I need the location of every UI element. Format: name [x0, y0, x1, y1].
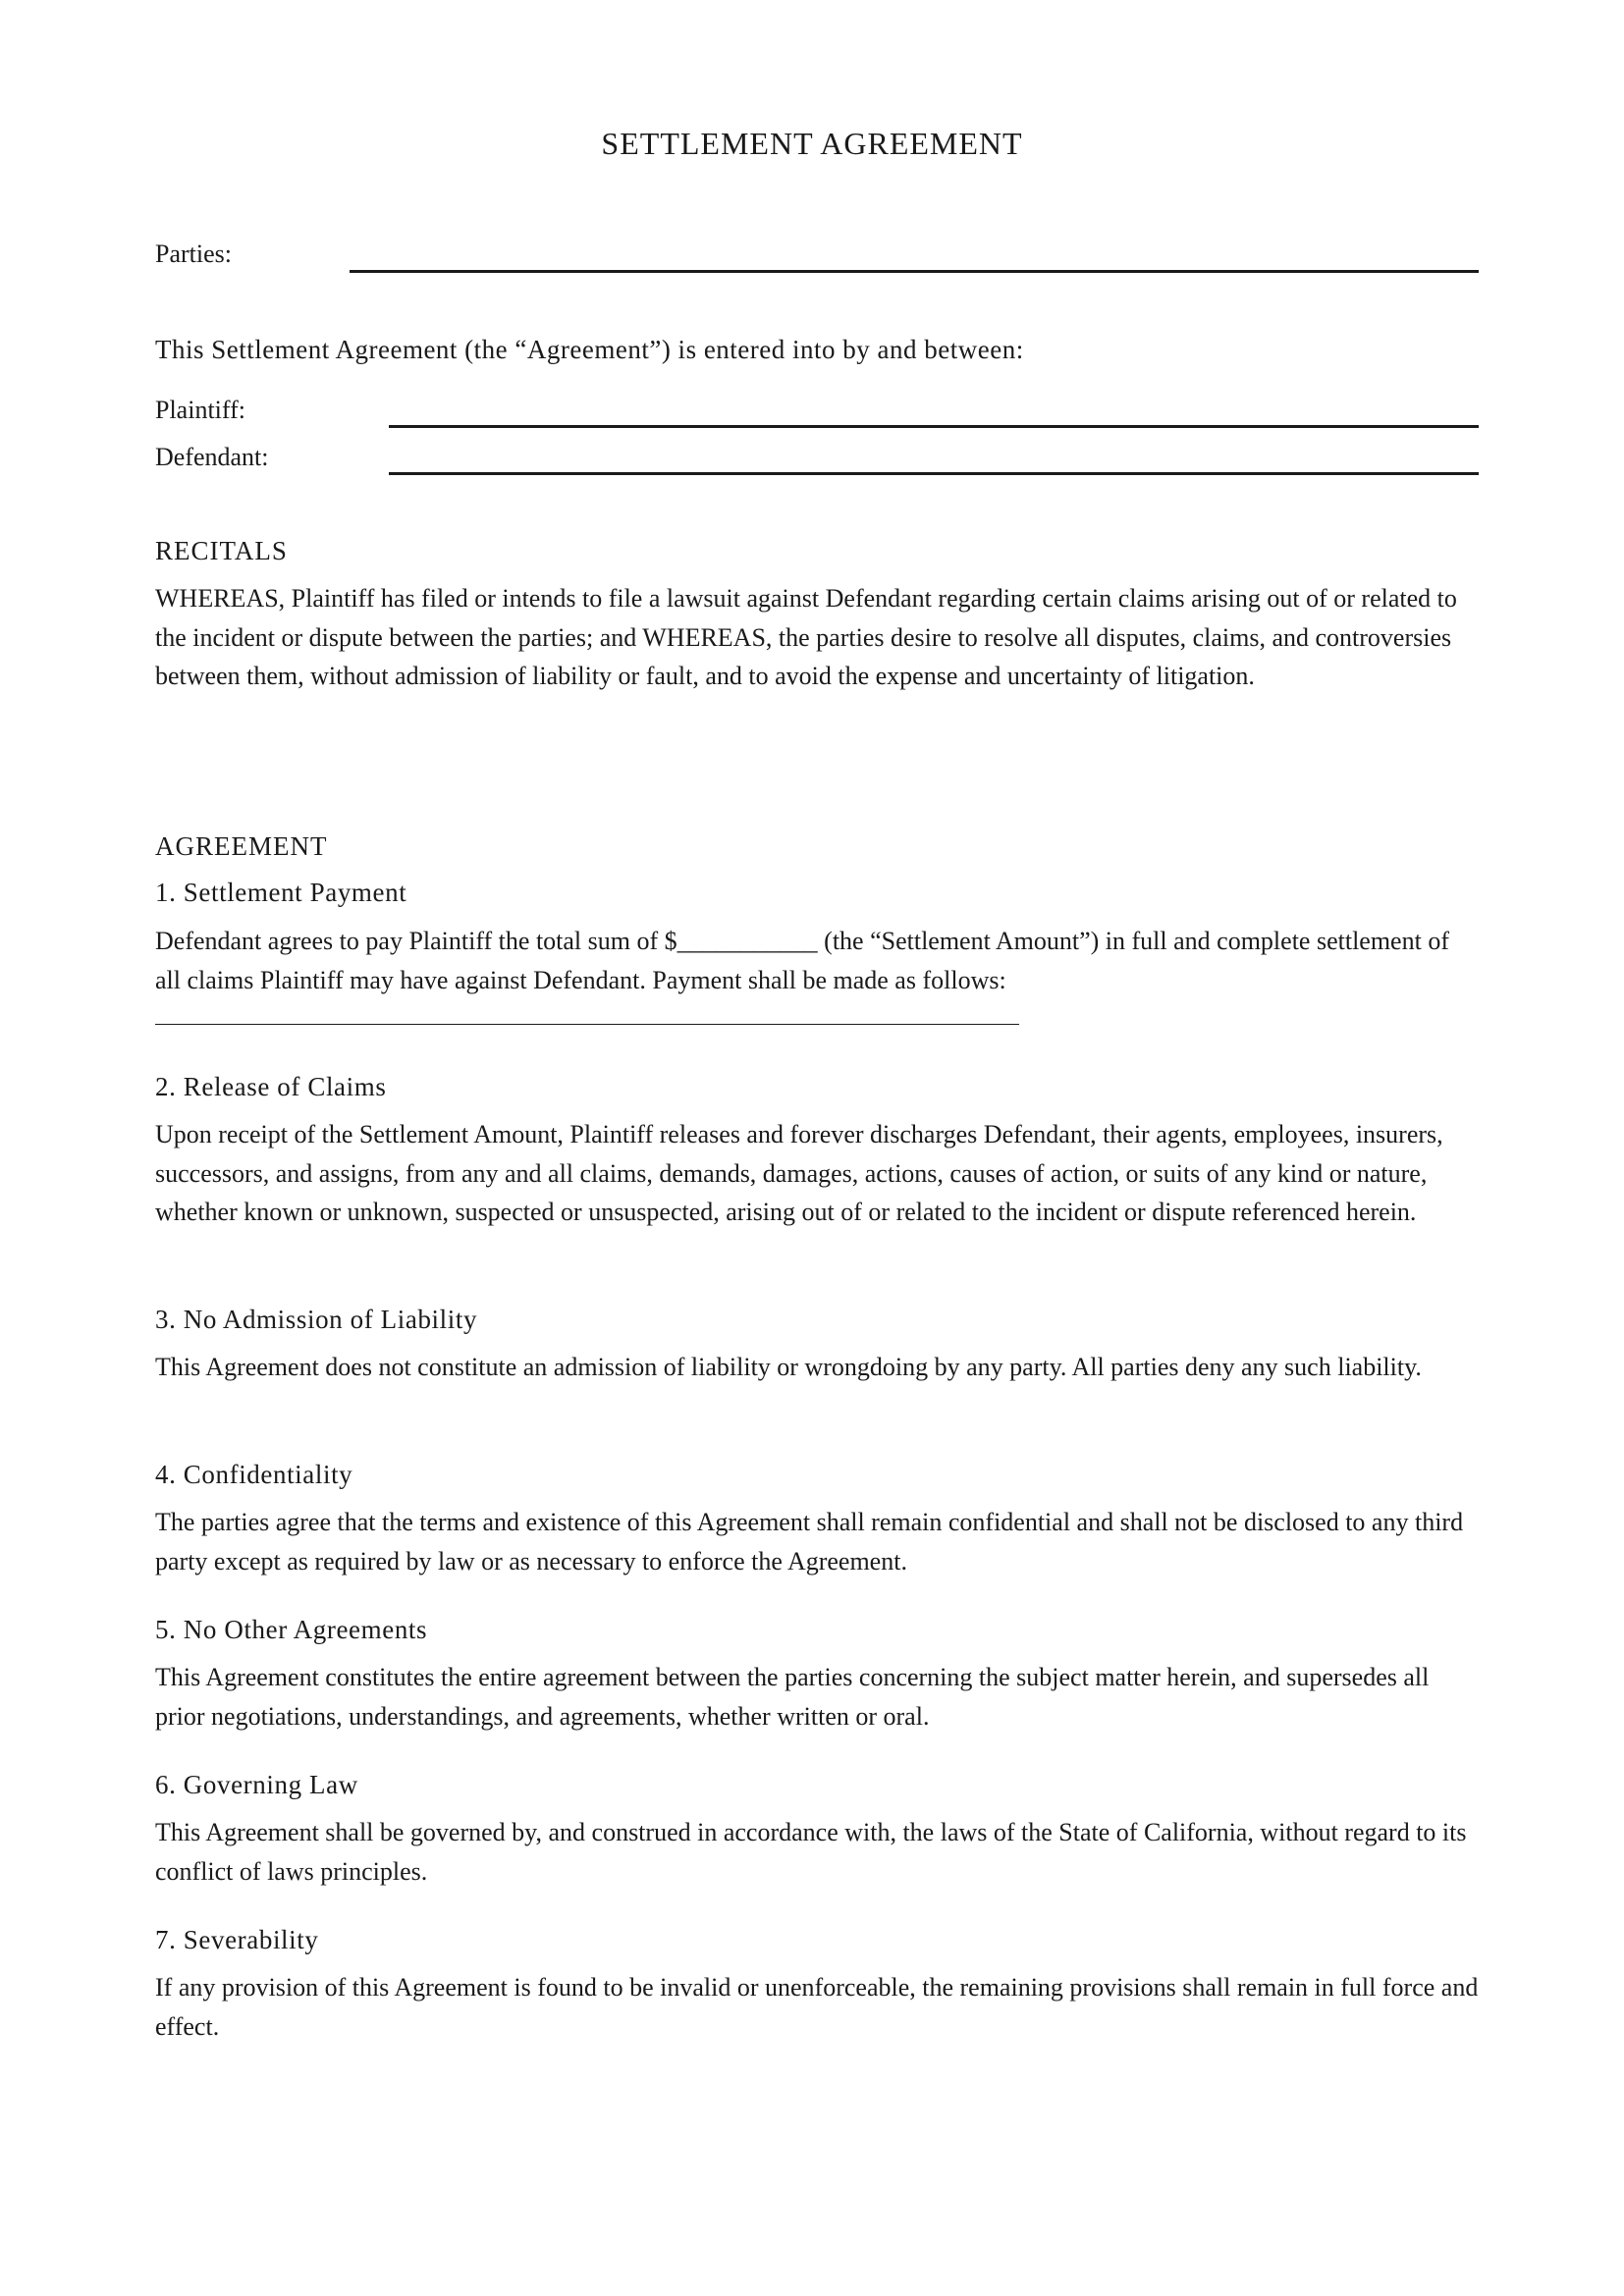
defendant-blank-line[interactable]	[389, 472, 1479, 475]
recitals-heading: RECITALS	[155, 536, 288, 565]
plaintiff-blank-line[interactable]	[389, 425, 1479, 428]
parties-blank-line[interactable]	[350, 270, 1479, 273]
section-text: The parties agree that the terms and existence of this Agreement shall remain confidential and shall not be disclosed to any third party except as required by law or as necessary to enforce the Agreement.	[155, 1508, 1464, 1575]
section-heading: 2. Release of Claims	[155, 1072, 387, 1101]
document-title: SETTLEMENT AGREEMENT	[601, 126, 1023, 161]
intro-text: This Settlement Agreement (the “Agreement”) is entered into by and between:	[155, 335, 1024, 364]
parties-label: Parties:	[155, 240, 232, 268]
section-text: This Agreement does not constitute an admission of liability or wrongdoing by any party. All parties deny any such liability.	[155, 1353, 1422, 1381]
section-text: This Agreement constitutes the entire agreement between the parties concerning the subject matter herein, and supersedes all prior negotiations, understandings, and agreements, whether written or oral.	[155, 1663, 1430, 1731]
recitals-text: WHEREAS, Plaintiff has filed or intends to file a lawsuit against Defendant regarding certain claims arising out of or related to the incident or dispute between the parties; and WHEREAS, the parties desire to resolve all disputes, claims, and controversies between them, without admission of liability or fault, and to avoid the expense and uncertainty of litigation.	[155, 584, 1457, 690]
section-heading: 1. Settlement Payment	[155, 878, 407, 907]
defendant-label: Defendant:	[155, 443, 269, 471]
section-heading: 4. Confidentiality	[155, 1460, 353, 1489]
section-text: If any provision of this Agreement is found to be invalid or unenforceable, the remaining provisions shall remain in full force and effect.	[155, 1973, 1479, 2041]
section-text: Upon receipt of the Settlement Amount, Plaintiff releases and forever discharges Defendant, their agents, employees, insurers, successors, and assigns, from any and all claims, demands, damages, actions, causes of action, or suits of any kind or nature, whether known or unknown, suspected or unsuspected, arising out of or related to the incident or dispute referenced herein.	[155, 1120, 1443, 1226]
agreement-heading: AGREEMENT	[155, 831, 328, 861]
section-heading: 6. Governing Law	[155, 1770, 358, 1799]
payment-terms-blank-line[interactable]	[155, 1024, 1019, 1025]
section-heading: 5. No Other Agreements	[155, 1615, 428, 1644]
section-text: Defendant agrees to pay Plaintiff the total sum of $___________ (the “Settlement Amount”) in full and complete settlement of all claims Plaintiff may have against Defendant. Payment shall be made as follows:	[155, 927, 1449, 994]
section-text: This Agreement shall be governed by, and construed in accordance with, the laws of the State of California, without regard to its conflict of laws principles.	[155, 1818, 1467, 1886]
section-heading: 7. Severability	[155, 1925, 319, 1954]
section-heading: 3. No Admission of Liability	[155, 1305, 478, 1334]
plaintiff-label: Plaintiff:	[155, 396, 245, 424]
